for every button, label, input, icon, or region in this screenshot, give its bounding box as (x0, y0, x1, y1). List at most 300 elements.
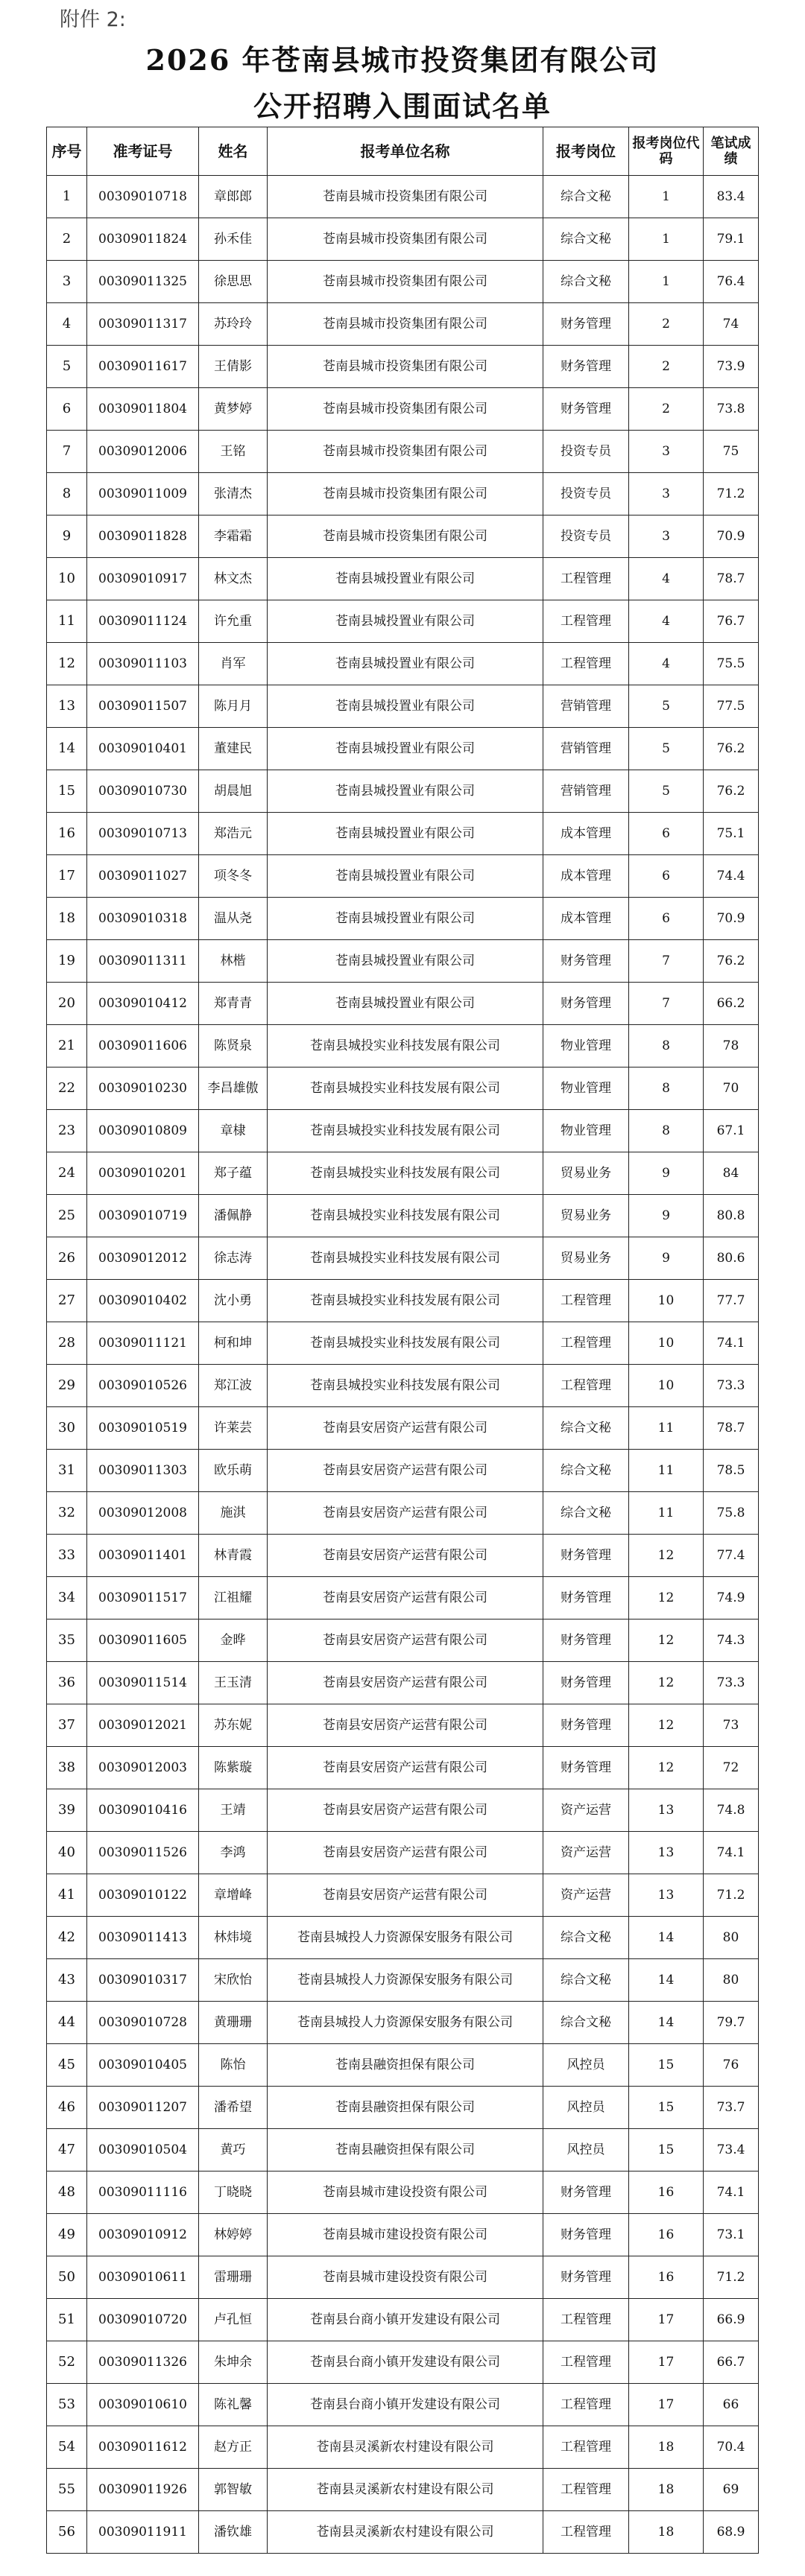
cell-position-code: 11 (629, 1407, 704, 1450)
cell-ticket-no: 00309010719 (87, 1195, 199, 1237)
table-row (47, 770, 759, 813)
cell-score: 74.3 (704, 1619, 759, 1662)
cell-index: 10 (47, 558, 87, 600)
cell-ticket-no: 00309011606 (87, 1025, 199, 1067)
cell-score: 74.1 (704, 2171, 759, 2214)
cell-ticket-no: 00309010230 (87, 1067, 199, 1110)
table-row (47, 2341, 759, 2384)
cell-position: 工程管理 (543, 2299, 629, 2341)
cell-name: 李霜霜 (199, 515, 268, 558)
cell-employer: 苍南县安居资产运营有限公司 (268, 1789, 543, 1832)
cell-position-code: 13 (629, 1832, 704, 1874)
cell-index: 53 (47, 2384, 87, 2426)
cell-employer: 苍南县城投置业有限公司 (268, 940, 543, 983)
cell-position: 财务管理 (543, 1662, 629, 1704)
table-row (47, 1492, 759, 1535)
cell-position: 财务管理 (543, 2214, 629, 2256)
cell-index: 50 (47, 2256, 87, 2299)
cell-position: 风控员 (543, 2044, 629, 2087)
cell-name: 黄梦婷 (199, 388, 268, 431)
table-row (47, 2087, 759, 2129)
column-header-index: 序号 (47, 127, 87, 176)
cell-employer: 苍南县城投置业有限公司 (268, 600, 543, 643)
cell-position-code: 6 (629, 813, 704, 855)
cell-score: 70.9 (704, 515, 759, 558)
table-row (47, 983, 759, 1025)
cell-score: 66.9 (704, 2299, 759, 2341)
column-header-employer: 报考单位名称 (268, 127, 543, 176)
cell-position: 成本管理 (543, 813, 629, 855)
cell-employer: 苍南县城市投资集团有限公司 (268, 388, 543, 431)
cell-employer: 苍南县城投实业科技发展有限公司 (268, 1365, 543, 1407)
table-row (47, 431, 759, 473)
cell-position-code: 3 (629, 515, 704, 558)
cell-position-code: 17 (629, 2384, 704, 2426)
cell-index: 5 (47, 346, 87, 388)
column-header-name: 姓名 (199, 127, 268, 176)
cell-ticket-no: 00309011526 (87, 1832, 199, 1874)
cell-position-code: 12 (629, 1535, 704, 1577)
column-header-score: 笔试成绩 (704, 127, 759, 176)
cell-position-code: 4 (629, 600, 704, 643)
cell-position-code: 15 (629, 2087, 704, 2129)
cell-index: 21 (47, 1025, 87, 1067)
cell-index: 3 (47, 261, 87, 303)
cell-position: 投资专员 (543, 473, 629, 515)
cell-employer: 苍南县城投人力资源保安服务有限公司 (268, 1959, 543, 2002)
table-row (47, 1237, 759, 1280)
cell-position: 财务管理 (543, 1577, 629, 1619)
cell-name: 雷珊珊 (199, 2256, 268, 2299)
cell-score: 69 (704, 2469, 759, 2511)
cell-ticket-no: 00309010713 (87, 813, 199, 855)
cell-score: 73.8 (704, 388, 759, 431)
cell-name: 肖军 (199, 643, 268, 685)
cell-score: 80 (704, 1917, 759, 1959)
cell-employer: 苍南县城投置业有限公司 (268, 728, 543, 770)
cell-position: 财务管理 (543, 1535, 629, 1577)
cell-position-code: 13 (629, 1874, 704, 1917)
cell-position-code: 8 (629, 1025, 704, 1067)
cell-employer: 苍南县安居资产运营有限公司 (268, 1492, 543, 1535)
cell-position: 风控员 (543, 2087, 629, 2129)
cell-position: 营销管理 (543, 685, 629, 728)
cell-name: 金晔 (199, 1619, 268, 1662)
cell-employer: 苍南县城市投资集团有限公司 (268, 431, 543, 473)
cell-ticket-no: 00309011612 (87, 2426, 199, 2469)
cell-position: 工程管理 (543, 1322, 629, 1365)
cell-name: 王玉清 (199, 1662, 268, 1704)
cell-ticket-no: 00309012008 (87, 1492, 199, 1535)
cell-ticket-no: 00309012003 (87, 1747, 199, 1789)
cell-position: 综合文秘 (543, 261, 629, 303)
cell-position-code: 10 (629, 1322, 704, 1365)
cell-name: 潘希望 (199, 2087, 268, 2129)
cell-ticket-no: 00309010526 (87, 1365, 199, 1407)
cell-position: 物业管理 (543, 1067, 629, 1110)
cell-ticket-no: 00309010402 (87, 1280, 199, 1322)
cell-employer: 苍南县城投置业有限公司 (268, 983, 543, 1025)
cell-ticket-no: 00309011517 (87, 1577, 199, 1619)
cell-score: 83.4 (704, 176, 759, 218)
table-row (47, 558, 759, 600)
cell-employer: 苍南县城市投资集团有限公司 (268, 261, 543, 303)
cell-index: 23 (47, 1110, 87, 1152)
cell-index: 25 (47, 1195, 87, 1237)
cell-score: 73 (704, 1704, 759, 1747)
table-row (47, 2299, 759, 2341)
cell-name: 郑浩元 (199, 813, 268, 855)
cell-ticket-no: 00309010416 (87, 1789, 199, 1832)
cell-ticket-no: 00309010718 (87, 176, 199, 218)
cell-name: 温从尧 (199, 898, 268, 940)
cell-position-code: 11 (629, 1492, 704, 1535)
cell-ticket-no: 00309010611 (87, 2256, 199, 2299)
cell-position-code: 5 (629, 685, 704, 728)
cell-position-code: 12 (629, 1662, 704, 1704)
cell-position-code: 4 (629, 558, 704, 600)
cell-ticket-no: 00309011514 (87, 1662, 199, 1704)
cell-position-code: 14 (629, 2002, 704, 2044)
cell-name: 张清杰 (199, 473, 268, 515)
cell-ticket-no: 00309011401 (87, 1535, 199, 1577)
table-row (47, 813, 759, 855)
cell-employer: 苍南县城市投资集团有限公司 (268, 176, 543, 218)
table-row (47, 176, 759, 218)
cell-ticket-no: 00309011326 (87, 2341, 199, 2384)
cell-score: 76.2 (704, 940, 759, 983)
cell-ticket-no: 00309010720 (87, 2299, 199, 2341)
cell-position: 营销管理 (543, 728, 629, 770)
cell-position-code: 3 (629, 431, 704, 473)
cell-employer: 苍南县城市投资集团有限公司 (268, 515, 543, 558)
cell-position: 营销管理 (543, 770, 629, 813)
table-row (47, 1535, 759, 1577)
cell-employer: 苍南县城市投资集团有限公司 (268, 303, 543, 346)
cell-ticket-no: 00309011027 (87, 855, 199, 898)
table-row (47, 2171, 759, 2214)
cell-index: 43 (47, 1959, 87, 2002)
cell-index: 51 (47, 2299, 87, 2341)
cell-ticket-no: 00309011507 (87, 685, 199, 728)
cell-name: 林文杰 (199, 558, 268, 600)
cell-ticket-no: 00309011009 (87, 473, 199, 515)
cell-name: 陈贤泉 (199, 1025, 268, 1067)
cell-employer: 苍南县安居资产运营有限公司 (268, 1747, 543, 1789)
cell-name: 徐志涛 (199, 1237, 268, 1280)
cell-position: 风控员 (543, 2129, 629, 2171)
cell-position: 综合文秘 (543, 1917, 629, 1959)
cell-position: 资产运营 (543, 1832, 629, 1874)
table-row (47, 473, 759, 515)
cell-index: 48 (47, 2171, 87, 2214)
cell-position-code: 4 (629, 643, 704, 685)
cell-index: 36 (47, 1662, 87, 1704)
cell-index: 15 (47, 770, 87, 813)
cell-index: 12 (47, 643, 87, 685)
cell-position: 财务管理 (543, 1619, 629, 1662)
cell-position-code: 16 (629, 2256, 704, 2299)
cell-score: 79.1 (704, 218, 759, 261)
cell-position: 财务管理 (543, 388, 629, 431)
cell-position: 综合文秘 (543, 1959, 629, 2002)
cell-score: 76.7 (704, 600, 759, 643)
cell-score: 66 (704, 2384, 759, 2426)
cell-position-code: 7 (629, 940, 704, 983)
cell-position-code: 9 (629, 1152, 704, 1195)
cell-position: 贸易业务 (543, 1195, 629, 1237)
cell-employer: 苍南县台商小镇开发建设有限公司 (268, 2341, 543, 2384)
cell-position-code: 12 (629, 1747, 704, 1789)
cell-index: 11 (47, 600, 87, 643)
table-row (47, 1322, 759, 1365)
cell-position: 综合文秘 (543, 2002, 629, 2044)
cell-ticket-no: 00309011804 (87, 388, 199, 431)
cell-index: 41 (47, 1874, 87, 1917)
cell-name: 徐思思 (199, 261, 268, 303)
cell-index: 37 (47, 1704, 87, 1747)
cell-ticket-no: 00309010730 (87, 770, 199, 813)
cell-score: 73.3 (704, 1365, 759, 1407)
table-row (47, 1789, 759, 1832)
cell-position-code: 12 (629, 1577, 704, 1619)
cell-score: 80.6 (704, 1237, 759, 1280)
table-row (47, 2384, 759, 2426)
cell-ticket-no: 00309010412 (87, 983, 199, 1025)
cell-name: 黄巧 (199, 2129, 268, 2171)
cell-position-code: 18 (629, 2511, 704, 2554)
cell-employer: 苍南县城投实业科技发展有限公司 (268, 1110, 543, 1152)
cell-index: 49 (47, 2214, 87, 2256)
cell-position: 投资专员 (543, 431, 629, 473)
candidate-table (46, 127, 759, 2554)
cell-index: 16 (47, 813, 87, 855)
cell-position: 工程管理 (543, 2511, 629, 2554)
cell-name: 朱坤余 (199, 2341, 268, 2384)
table-row (47, 2256, 759, 2299)
cell-position-code: 6 (629, 898, 704, 940)
cell-employer: 苍南县安居资产运营有限公司 (268, 1535, 543, 1577)
table-row (47, 1577, 759, 1619)
cell-index: 56 (47, 2511, 87, 2554)
cell-score: 78.5 (704, 1450, 759, 1492)
cell-position-code: 5 (629, 728, 704, 770)
cell-index: 14 (47, 728, 87, 770)
cell-ticket-no: 00309010401 (87, 728, 199, 770)
cell-ticket-no: 00309011116 (87, 2171, 199, 2214)
cell-name: 林青霞 (199, 1535, 268, 1577)
cell-employer: 苍南县安居资产运营有限公司 (268, 1450, 543, 1492)
table-row (47, 1110, 759, 1152)
cell-name: 李鸿 (199, 1832, 268, 1874)
cell-score: 70.4 (704, 2426, 759, 2469)
cell-employer: 苍南县城投人力资源保安服务有限公司 (268, 2002, 543, 2044)
table-row (47, 2469, 759, 2511)
cell-index: 4 (47, 303, 87, 346)
cell-score: 75.1 (704, 813, 759, 855)
cell-position-code: 12 (629, 1704, 704, 1747)
table-row (47, 388, 759, 431)
cell-position-code: 14 (629, 1959, 704, 2002)
cell-score: 74.9 (704, 1577, 759, 1619)
table-row (47, 2214, 759, 2256)
cell-position-code: 17 (629, 2299, 704, 2341)
cell-position: 综合文秘 (543, 1492, 629, 1535)
cell-index: 9 (47, 515, 87, 558)
cell-employer: 苍南县安居资产运营有限公司 (268, 1704, 543, 1747)
table-row (47, 1280, 759, 1322)
cell-position: 投资专员 (543, 515, 629, 558)
cell-index: 45 (47, 2044, 87, 2087)
cell-score: 75.8 (704, 1492, 759, 1535)
cell-index: 46 (47, 2087, 87, 2129)
cell-position: 贸易业务 (543, 1237, 629, 1280)
cell-position: 工程管理 (543, 2426, 629, 2469)
table-row (47, 2129, 759, 2171)
cell-ticket-no: 00309010122 (87, 1874, 199, 1917)
cell-employer: 苍南县融资担保有限公司 (268, 2087, 543, 2129)
cell-position-code: 14 (629, 1917, 704, 1959)
cell-position: 物业管理 (543, 1025, 629, 1067)
cell-position-code: 9 (629, 1237, 704, 1280)
cell-index: 19 (47, 940, 87, 983)
cell-score: 68.9 (704, 2511, 759, 2554)
cell-employer: 苍南县城投实业科技发展有限公司 (268, 1025, 543, 1067)
cell-name: 陈月月 (199, 685, 268, 728)
cell-ticket-no: 00309010809 (87, 1110, 199, 1152)
cell-score: 74.4 (704, 855, 759, 898)
cell-position: 物业管理 (543, 1110, 629, 1152)
cell-score: 73.7 (704, 2087, 759, 2129)
cell-employer: 苍南县城投实业科技发展有限公司 (268, 1152, 543, 1195)
cell-score: 73.4 (704, 2129, 759, 2171)
cell-employer: 苍南县灵溪新农村建设有限公司 (268, 2426, 543, 2469)
table-row (47, 2044, 759, 2087)
cell-name: 章郎郎 (199, 176, 268, 218)
cell-position: 工程管理 (543, 2469, 629, 2511)
cell-ticket-no: 00309010318 (87, 898, 199, 940)
cell-ticket-no: 00309011617 (87, 346, 199, 388)
cell-employer: 苍南县城投实业科技发展有限公司 (268, 1237, 543, 1280)
table-row (47, 600, 759, 643)
cell-score: 73.9 (704, 346, 759, 388)
cell-position: 工程管理 (543, 2384, 629, 2426)
cell-position: 贸易业务 (543, 1152, 629, 1195)
cell-name: 许允重 (199, 600, 268, 643)
cell-index: 26 (47, 1237, 87, 1280)
cell-index: 7 (47, 431, 87, 473)
cell-position-code: 16 (629, 2214, 704, 2256)
table-row (47, 1747, 759, 1789)
cell-ticket-no: 00309010917 (87, 558, 199, 600)
table-row (47, 346, 759, 388)
cell-ticket-no: 00309011911 (87, 2511, 199, 2554)
cell-score: 80.8 (704, 1195, 759, 1237)
cell-employer: 苍南县城市投资集团有限公司 (268, 346, 543, 388)
cell-ticket-no: 00309010317 (87, 1959, 199, 2002)
cell-score: 74.1 (704, 1322, 759, 1365)
cell-index: 27 (47, 1280, 87, 1322)
cell-position-code: 11 (629, 1450, 704, 1492)
cell-index: 52 (47, 2341, 87, 2384)
cell-name: 王铭 (199, 431, 268, 473)
cell-employer: 苍南县城投置业有限公司 (268, 643, 543, 685)
cell-ticket-no: 00309011828 (87, 515, 199, 558)
cell-index: 22 (47, 1067, 87, 1110)
table-row (47, 1917, 759, 1959)
cell-employer: 苍南县安居资产运营有限公司 (268, 1619, 543, 1662)
cell-name: 沈小勇 (199, 1280, 268, 1322)
cell-ticket-no: 00309012021 (87, 1704, 199, 1747)
cell-position: 综合文秘 (543, 176, 629, 218)
cell-index: 8 (47, 473, 87, 515)
cell-name: 欧乐萌 (199, 1450, 268, 1492)
cell-employer: 苍南县灵溪新农村建设有限公司 (268, 2511, 543, 2554)
cell-index: 2 (47, 218, 87, 261)
page-subtitle: 公开招聘入围面试名单 (253, 89, 552, 123)
cell-position: 财务管理 (543, 2171, 629, 2214)
table-row (47, 1450, 759, 1492)
table-header-row (47, 127, 759, 176)
table-row (47, 940, 759, 983)
table-row (47, 1832, 759, 1874)
cell-ticket-no: 00309011325 (87, 261, 199, 303)
cell-score: 76 (704, 2044, 759, 2087)
cell-employer: 苍南县城投置业有限公司 (268, 685, 543, 728)
cell-employer: 苍南县城投置业有限公司 (268, 855, 543, 898)
cell-index: 28 (47, 1322, 87, 1365)
cell-position-code: 10 (629, 1280, 704, 1322)
cell-name: 郭智敏 (199, 2469, 268, 2511)
column-header-position: 报考岗位 (543, 127, 629, 176)
cell-index: 18 (47, 898, 87, 940)
cell-name: 林婷婷 (199, 2214, 268, 2256)
table-row (47, 1067, 759, 1110)
cell-ticket-no: 00309010201 (87, 1152, 199, 1195)
cell-position: 财务管理 (543, 940, 629, 983)
cell-position-code: 12 (629, 1619, 704, 1662)
cell-position-code: 1 (629, 176, 704, 218)
cell-score: 74 (704, 303, 759, 346)
cell-position-code: 2 (629, 303, 704, 346)
cell-position: 财务管理 (543, 1704, 629, 1747)
cell-ticket-no: 00309011311 (87, 940, 199, 983)
cell-employer: 苍南县城投实业科技发展有限公司 (268, 1067, 543, 1110)
table-row (47, 1619, 759, 1662)
cell-score: 79.7 (704, 2002, 759, 2044)
cell-name: 赵方正 (199, 2426, 268, 2469)
cell-position: 成本管理 (543, 855, 629, 898)
cell-score: 72 (704, 1747, 759, 1789)
cell-score: 75.5 (704, 643, 759, 685)
table-row (47, 218, 759, 261)
cell-employer: 苍南县安居资产运营有限公司 (268, 1662, 543, 1704)
cell-index: 38 (47, 1747, 87, 1789)
cell-index: 44 (47, 2002, 87, 2044)
cell-name: 李昌雄傲 (199, 1067, 268, 1110)
cell-ticket-no: 00309011824 (87, 218, 199, 261)
cell-position: 财务管理 (543, 2256, 629, 2299)
cell-name: 卢孔恒 (199, 2299, 268, 2341)
cell-name: 项冬冬 (199, 855, 268, 898)
cell-score: 73.1 (704, 2214, 759, 2256)
cell-position-code: 10 (629, 1365, 704, 1407)
cell-ticket-no: 00309011103 (87, 643, 199, 685)
cell-position-code: 5 (629, 770, 704, 813)
cell-index: 42 (47, 1917, 87, 1959)
cell-name: 董建民 (199, 728, 268, 770)
cell-index: 55 (47, 2469, 87, 2511)
